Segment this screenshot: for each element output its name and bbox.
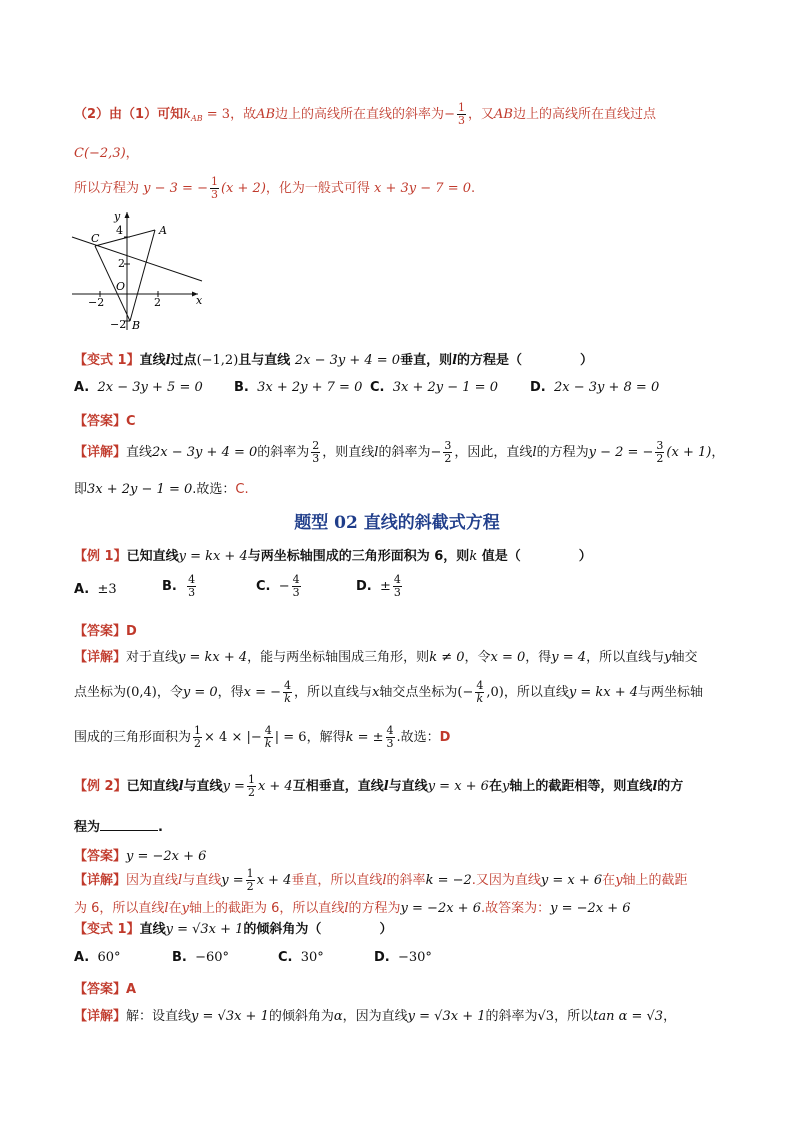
example2-detail-line1: 【详解】因为直线l与直线y = $\frac{1}{2}$ x + 4垂直，所以直线l的斜率k = −2.又因为直线y = x + 6在y轴上的截距 [74,867,688,893]
variant2-answer: 【答案】A [74,982,137,997]
variant1-detail-line2: 即3x + 2y − 1 = 0.故选：C. [74,482,249,497]
option-c: C. 3x + 2y − 1 = 0 [370,380,498,395]
tick-label: 2 [118,257,125,270]
example1-detail-line1: 【详解】对于直线y = kx + 4，能与两坐标轴围成三角形，则k ≠ 0，令x = 0，得y = 4，所以直线与y轴交 [74,650,698,665]
point-b-label: B [132,319,141,332]
v2-option-c: C. 30° [278,950,324,965]
text: 边上的高线所在直线的斜率为 [275,107,445,122]
option-d: D. 2x − 3y + 8 = 0 [530,380,660,395]
ex1-option-a: A. ±3 [74,582,117,597]
example1-question: 【例 1】已知直线y = kx + 4与两坐标轴围成的三角形面积为 6，则k 值是（ ） [74,549,592,564]
side-ab [130,230,155,321]
ex1-option-c: C. − $\frac{4}{3}$ [256,573,300,599]
ab-label: AB [493,107,513,122]
ab-label: AB [256,107,276,122]
example2-question-line1: 【例 2】已知直线l与直线y = $\frac{1}{2}$ x + 4互相垂直，直线l与直线y = x + 6在y轴上的截距相等，则直线l的方 [74,773,684,799]
tick-label: 4 [116,224,123,237]
k-ab: k [183,107,191,122]
equation: (x + 2) [220,181,266,196]
text: 边上的高线所在直线过点 [512,107,656,122]
variant1-detail-line1: 【详解】直线2x − 3y + 4 = 0的斜率为 $\frac{2}{3}$ ，则直线l的斜率为− $\frac{3}{2}$ ，因此，直线l的方程为y − 2 = − $\frac{3}{2}$ (x + 1)， [74,439,725,465]
y-axis-label: y [114,210,121,223]
part2-line3 [74,176,475,201]
tick-label: 2 [154,296,161,309]
point-a-label: A [159,224,167,237]
tick-label: −2 [88,296,105,309]
example2-answer: 【答案】y = −2x + 6 [74,849,207,864]
coordinate-figure [66,206,212,334]
k-ab-value: = 3 [206,107,231,122]
option-a: A. 2x − 3y + 5 = 0 [74,380,203,395]
text: . [471,181,476,196]
equation: y − 3 = − [143,181,208,196]
tick-label: −2 [110,318,127,331]
variant1-answer: 【答案】C [74,414,136,429]
part2-line1 [74,102,656,127]
text: ，化为一般式可得 [265,181,370,196]
text: ，又 [467,107,494,122]
v2-option-a: A. 60° [74,950,121,965]
ex1-option-b: B. $\frac{4}{3}$ [162,573,196,599]
point-c-label: C [91,232,100,245]
k-ab-sub: AB [190,114,203,123]
variant2-detail: 【详解】解：设直线y = √3x + 1的倾斜角为α，因为直线y = √3x + 1的斜率为√3，所以tan α = √3， [74,1009,677,1024]
section-title: 题型 02 直线的斜截式方程 [294,513,500,533]
option-b: B. 3x + 2y + 7 = 0 [234,380,363,395]
v2-option-b: B. −60° [172,950,230,965]
side-ca [95,230,155,246]
text: ，故 [230,107,257,122]
text: ， [125,146,139,161]
example2-question-line2: 程为 . [74,820,163,835]
fraction: $\frac{1}{3}$ [457,101,465,127]
ex1-option-d: D. ± $\frac{4}{3}$ [356,573,401,599]
text: 所以方程为 [74,181,140,196]
fraction: $\frac{1}{3}$ [210,175,218,201]
variant-tag: 【变式 1】 [74,353,140,368]
v2-option-d: D. −30° [374,950,432,965]
x-axis-label: x [196,294,203,307]
variant1-question: 【变式 1】直线l过点(−1,2)且与直线 2x − 3y + 4 = 0垂直，则l的方程是（ ） [74,353,594,368]
example2-detail-line2: 为 6，所以直线l在y轴上的截距为 6，所以直线l的方程为y = −2x + 6.故答案为：y = −2x + 6 [74,901,631,916]
general-form: x + 3y − 7 = 0 [374,181,472,196]
part2-lead: （2）由（1）可知 [74,107,184,122]
part2-line2 [74,142,139,161]
answer-blank [100,830,158,831]
example1-detail-line3: 围成的三角形面积为 $\frac{1}{2}$ × 4 × |− $\frac{4}{k}$ | = 6，解得k = ± $\frac{4}{3}$ .故选：D [74,724,451,750]
y-axis-arrow [125,212,130,218]
example1-detail-line2: 点坐标为(0,4)，令y = 0，得x = − $\frac{4}{k}$ ，所以直线与x轴交点坐标为(− $\frac{4}{k}$ ,0)，所以直线y = kx + 4与两坐标轴 [74,679,704,705]
origin-label: O [116,280,126,293]
example1-answer: 【答案】D [74,624,137,639]
variant2-question: 【变式 1】直线y = √3x + 1的倾斜角为（ ） [74,922,393,937]
point-c: C(−2,3) [74,146,126,161]
sign: − [444,107,455,122]
